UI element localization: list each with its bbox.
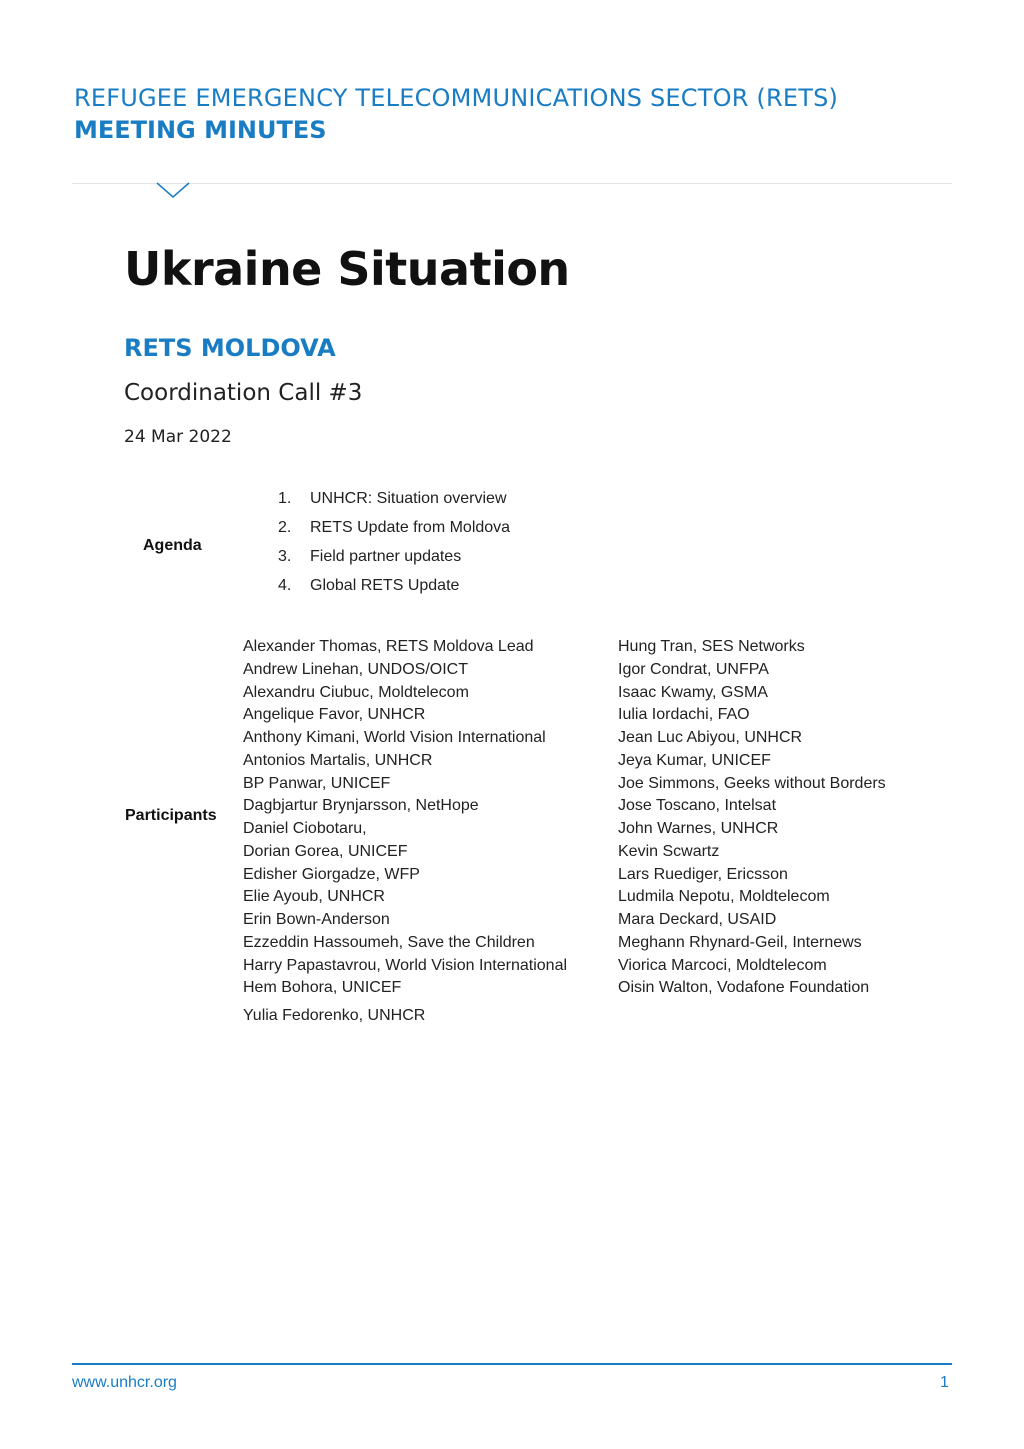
participant: Ezzeddin Hassoumeh, Save the Children: [243, 933, 535, 951]
participant: Angelique Favor, UNHCR: [243, 706, 426, 724]
agenda-list: [278, 490, 510, 606]
agenda-item-number: 3.: [278, 548, 292, 565]
agenda-item: [278, 548, 510, 577]
participant: Alexander Thomas, RETS Moldova Lead: [243, 638, 534, 655]
agenda-label: Agenda: [143, 537, 202, 554]
page-title: Ukraine Situation: [124, 242, 570, 296]
participant: Joe Simmons, Geeks without Borders: [618, 774, 886, 792]
header-divider: [72, 183, 952, 184]
meeting-date: 24 Mar 2022: [124, 427, 232, 447]
agenda-item-text: RETS Update from Moldova: [310, 519, 511, 536]
participant: Mara Deckard, USAID: [618, 911, 777, 928]
participant: Andrew Linehan, UNDOS/OICT: [243, 660, 468, 678]
header-sector: REFUGEE EMERGENCY TELECOMMUNICATIONS SECTOR (RETS): [74, 84, 839, 112]
participant: Igor Condrat, UNFPA: [618, 660, 769, 678]
participant: Jose Toscano, Intelsat: [618, 797, 777, 815]
participant: Elie Ayoub, UNHCR: [243, 888, 385, 906]
participant: Daniel Ciobotaru,: [243, 820, 367, 837]
participants-label: Participants: [125, 807, 217, 824]
agenda-item: [278, 490, 510, 519]
participant: Alexandru Ciubuc, Moldtelecom: [243, 683, 469, 701]
agenda-item-number: 2.: [278, 519, 292, 536]
participants-left-column: [243, 638, 567, 1002]
agenda-item: [278, 519, 510, 548]
subtitle: RETS MOLDOVA: [124, 334, 336, 362]
participant: Hem Bohora, UNICEF: [243, 979, 402, 997]
participant: Ludmila Nepotu, Moldtelecom: [618, 888, 830, 906]
agenda-item-number: 1.: [278, 490, 292, 507]
participant: Anthony Kimani, World Vision International: [243, 729, 546, 746]
participant: John Warnes, UNHCR: [618, 820, 779, 837]
participant: Iulia Iordachi, FAO: [618, 706, 750, 724]
participant: Isaac Kwamy, GSMA: [618, 683, 768, 701]
participant: Antonios Martalis, UNHCR: [243, 751, 433, 769]
participant: Dagbjartur Brynjarsson, NetHope: [243, 797, 479, 815]
participant: Jean Luc Abiyou, UNHCR: [618, 729, 803, 746]
participant: Yulia Fedorenko, UNHCR: [243, 1007, 426, 1024]
participant: Jeya Kumar, UNICEF: [618, 751, 771, 769]
participant: Erin Bown-Anderson: [243, 911, 390, 928]
participant: Viorica Marcoci, Moldtelecom: [618, 956, 827, 974]
agenda-item-text: Field partner updates: [310, 548, 462, 565]
participant: BP Panwar, UNICEF: [243, 774, 391, 792]
participant: Meghann Rhynard-Geil, Internews: [618, 933, 862, 951]
participant: Kevin Scwartz: [618, 842, 720, 860]
page-number: 1: [940, 1374, 949, 1391]
footer-divider: [72, 1363, 952, 1365]
agenda-item-text: UNHCR: Situation overview: [310, 490, 507, 507]
call-name: Coordination Call #3: [124, 380, 363, 406]
participant: Lars Ruediger, Ericsson: [618, 865, 788, 883]
participant: Dorian Gorea, UNICEF: [243, 842, 408, 860]
participant: Harry Papastavrou, World Vision International: [243, 956, 568, 974]
chevron-down-icon: [156, 182, 190, 200]
agenda-item-number: 4.: [278, 577, 292, 594]
participants-right-column: [618, 638, 886, 1002]
participant: Oisin Walton, Vodafone Foundation: [618, 979, 870, 997]
footer-url-link[interactable]: www.unhcr.org: [72, 1374, 177, 1391]
participant: Hung Tran, SES Networks: [618, 638, 805, 655]
agenda-item-text: Global RETS Update: [310, 577, 460, 594]
participant: Edisher Giorgadze, WFP: [243, 865, 420, 883]
header-doc-type: MEETING MINUTES: [74, 116, 327, 144]
agenda-item: [278, 577, 510, 606]
